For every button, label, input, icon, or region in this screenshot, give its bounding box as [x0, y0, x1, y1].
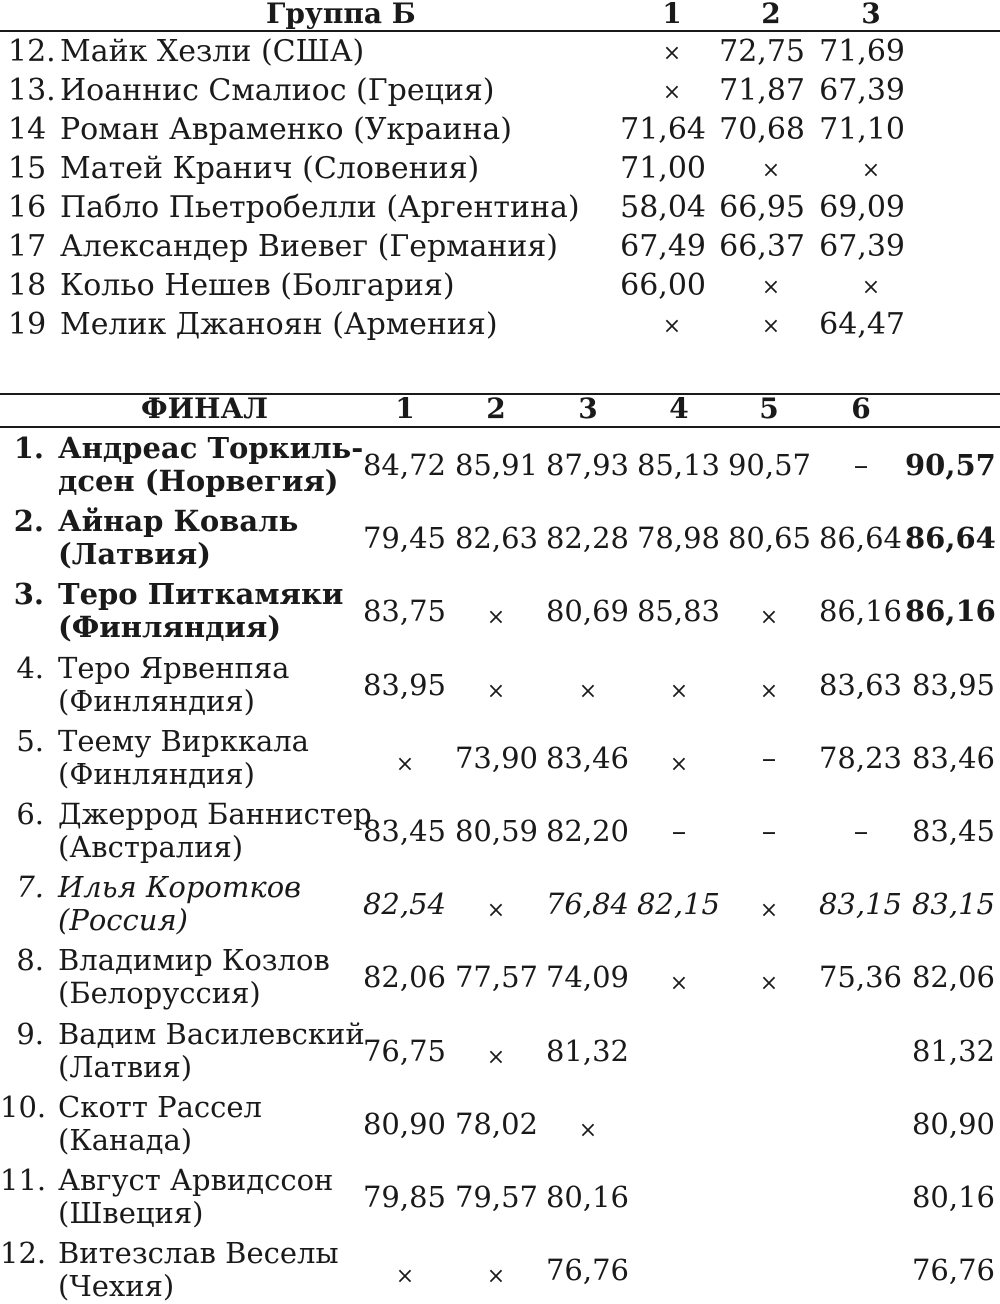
group-b-foul-mark: × — [861, 275, 881, 300]
final-foul-mark: × — [759, 898, 779, 924]
final-row-number: 11. — [0, 1163, 47, 1197]
final-foul-mark: × — [486, 898, 506, 924]
final-athlete-country: (Чехия) — [58, 1269, 175, 1304]
final-row-number: 2. — [13, 504, 44, 539]
final-best-result: 83,15 — [911, 887, 995, 922]
group-b-attempt-value: 67,39 — [819, 73, 905, 108]
group-b-foul-mark: × — [662, 41, 682, 66]
final-attempt-value: 80,69 — [545, 594, 629, 629]
group-b-attempt-value: 71,10 — [819, 112, 905, 147]
group-b-title: Группа Б — [266, 0, 416, 30]
group-b-attempt-value: 66,95 — [719, 190, 805, 225]
final-col-header: 2 — [486, 392, 506, 425]
final-attempt-value: 82,63 — [454, 521, 538, 556]
final-foul-mark: × — [395, 1264, 415, 1290]
final-attempt-value: 83,15 — [818, 887, 902, 922]
group-b-athlete: Александер Виевег (Германия) — [60, 229, 558, 264]
group-b-attempt-value: 67,39 — [819, 229, 905, 264]
final-col-header: 1 — [395, 392, 415, 425]
final-attempt-value: 75,36 — [818, 960, 902, 995]
final-attempt-value: 86,16 — [818, 594, 902, 629]
final-foul-mark: × — [486, 1264, 506, 1290]
group-b-attempt-value: 71,00 — [620, 151, 706, 186]
final-best-result: 80,90 — [911, 1106, 995, 1141]
final-foul-mark: × — [395, 751, 415, 777]
final-attempt-value: 80,59 — [454, 814, 538, 848]
group-b-row-number: 14 — [8, 112, 47, 147]
final-attempt-value: 73,90 — [454, 740, 538, 775]
group-b-attempt-value: 71,64 — [620, 112, 706, 147]
final-best-result: 86,64 — [905, 521, 996, 556]
final-attempt-value: 87,93 — [545, 448, 629, 482]
final-athlete-name: Илья Коротков — [58, 870, 302, 905]
group-b-athlete: Роман Авраменко (Украина) — [60, 112, 512, 147]
final-row-number: 8. — [16, 943, 44, 978]
final-foul-mark: × — [669, 971, 689, 997]
final-row-number: 6. — [16, 797, 44, 831]
final-attempt-value: 79,57 — [454, 1180, 538, 1214]
group-b-athlete: Кольо Нешев (Болгария) — [60, 268, 455, 303]
final-best-result: 83,45 — [911, 814, 995, 848]
final-attempt-value: 82,15 — [636, 887, 720, 922]
final-row-number: 3. — [13, 577, 44, 612]
final-athlete-country: (Финляндия) — [58, 610, 282, 645]
group-b-attempt-value: 72,75 — [719, 34, 805, 69]
final-attempt-value: 85,13 — [636, 448, 720, 482]
group-b-athlete: Майк Хезли (США) — [60, 34, 365, 69]
group-b-attempt-value: 70,68 — [719, 112, 805, 147]
group-b-attempt-value: 66,37 — [719, 229, 805, 264]
final-attempt-value: 83,95 — [362, 667, 446, 702]
final-attempt-value: 81,32 — [545, 1033, 629, 1068]
final-attempt-value: 83,45 — [362, 814, 446, 848]
final-athlete-country: (Россия) — [58, 903, 188, 938]
top-rule — [0, 30, 1000, 32]
group-b-attempt-value: 69,09 — [819, 190, 905, 225]
final-attempt-value: 77,57 — [454, 960, 538, 995]
final-attempt-value: 78,23 — [818, 740, 902, 775]
group-b-athlete: Матей Кранич (Словения) — [60, 151, 480, 186]
final-col-header: 4 — [669, 392, 689, 425]
final-athlete-country: (Швеция) — [58, 1196, 204, 1230]
final-athlete-name: Теему Вирккала — [58, 723, 309, 758]
final-athlete-country: (Белоруссия) — [58, 976, 261, 1011]
final-best-result: 83,46 — [911, 740, 995, 775]
group-b-attempt-value: 64,47 — [819, 307, 905, 342]
group-b-attempt-value: 71,87 — [719, 73, 805, 108]
final-col-header: 3 — [578, 392, 598, 425]
group-b-row-number: 13. — [8, 73, 56, 108]
group-b-athlete: Иоаннис Смалиос (Греция) — [60, 73, 495, 108]
final-athlete-name: Теро Ярвенпяа — [58, 650, 290, 685]
final-athlete-name: Теро Питкамяки — [58, 577, 344, 612]
final-row-number: 1. — [13, 431, 44, 465]
final-attempt-value: 83,63 — [818, 667, 902, 702]
final-foul-mark: × — [669, 751, 689, 777]
final-row-number: 5. — [16, 723, 44, 758]
final-attempt-value: 76,75 — [362, 1033, 446, 1068]
final-athlete-country: (Финляндия) — [58, 683, 255, 718]
final-best-result: 80,16 — [911, 1180, 995, 1214]
final-attempt-value: 83,46 — [545, 740, 629, 775]
final-foul-mark: × — [578, 678, 598, 704]
final-attempt-value: 80,90 — [362, 1106, 446, 1141]
final-attempt-value: 86,64 — [818, 521, 902, 556]
final-athlete-country: (Латвия) — [58, 1049, 193, 1084]
final-attempt-value: 82,28 — [545, 521, 629, 556]
group-b-athlete: Мелик Джаноян (Армения) — [60, 307, 498, 342]
group-b-foul-mark: × — [662, 314, 682, 339]
group-b-foul-mark: × — [761, 275, 781, 300]
final-row-number: 9. — [16, 1016, 44, 1051]
final-attempt-value: 85,83 — [636, 594, 720, 629]
group-b-foul-mark: × — [761, 158, 781, 183]
final-athlete-name: Джеррод Баннистер — [58, 797, 372, 831]
final-best-result: 83,95 — [911, 667, 995, 702]
final-foul-mark: × — [669, 678, 689, 704]
final-attempt-value: 79,85 — [362, 1180, 446, 1214]
final-foul-mark: × — [759, 605, 779, 631]
final-pass-mark: – — [853, 814, 869, 848]
final-attempt-value: 82,54 — [362, 887, 446, 922]
final-attempt-value: 76,76 — [545, 1253, 629, 1288]
final-athlete-country: дсен (Норвегия) — [58, 464, 339, 498]
final-attempt-value: 82,06 — [362, 960, 446, 995]
final-pass-mark: – — [761, 740, 777, 775]
final-pass-mark: – — [853, 448, 869, 482]
group-b-attempt-value: 67,49 — [620, 229, 706, 264]
final-col-header: 6 — [851, 392, 871, 425]
final-row-number: 10. — [0, 1089, 47, 1124]
final-foul-mark: × — [486, 678, 506, 704]
group-b-row-number: 15 — [8, 151, 47, 186]
group-b-foul-mark: × — [662, 80, 682, 105]
final-foul-mark: × — [759, 971, 779, 997]
final-foul-mark: × — [486, 1044, 506, 1070]
final-athlete-name: Скотт Рассел — [58, 1089, 262, 1124]
final-row-number: 12. — [0, 1236, 47, 1271]
final-best-result: 81,32 — [911, 1033, 995, 1068]
final-col-header: 5 — [759, 392, 779, 425]
group-b-col-header: 1 — [662, 0, 682, 30]
group-b-row-number: 16 — [8, 190, 47, 225]
final-athlete-name: Айнар Коваль — [58, 504, 299, 539]
final-athlete-name: Вадим Василевский — [58, 1016, 365, 1051]
final-athlete-country: (Финляндия) — [58, 756, 255, 791]
final-attempt-value: 74,09 — [545, 960, 629, 995]
group-b-attempt-value: 58,04 — [620, 190, 706, 225]
group-b-col-header: 3 — [861, 0, 881, 30]
final-foul-mark: × — [578, 1117, 598, 1143]
group-b-row-number: 17 — [8, 229, 47, 264]
final-attempt-value: 82,20 — [545, 814, 629, 848]
final-best-result: 90,57 — [905, 448, 996, 482]
final-best-result: 76,76 — [911, 1253, 995, 1288]
final-best-result: 82,06 — [911, 960, 995, 995]
group-b-row-number: 12. — [8, 34, 56, 69]
final-athlete-name: Владимир Козлов — [58, 943, 330, 978]
final-attempt-value: 80,16 — [545, 1180, 629, 1214]
group-b-col-header: 2 — [761, 0, 781, 30]
final-title: ФИНАЛ — [141, 392, 269, 425]
group-b-attempt-value: 66,00 — [620, 268, 706, 303]
group-b-attempt-value: 71,69 — [819, 34, 905, 69]
final-attempt-value: 85,91 — [454, 448, 538, 482]
final-pass-mark: – — [671, 814, 687, 848]
final-athlete-name: Август Арвидссон — [58, 1163, 334, 1197]
final-header-rule — [0, 426, 1000, 428]
final-attempt-value: 78,98 — [636, 521, 720, 556]
final-foul-mark: × — [759, 678, 779, 704]
final-row-number: 7. — [16, 870, 44, 905]
final-athlete-country: (Австралия) — [58, 830, 244, 864]
group-b-foul-mark: × — [761, 314, 781, 339]
final-attempt-value: 80,65 — [727, 521, 811, 556]
final-athlete-country: (Канада) — [58, 1122, 193, 1157]
final-attempt-value: 83,75 — [362, 594, 446, 629]
final-pass-mark: – — [761, 814, 777, 848]
final-attempt-value: 79,45 — [362, 521, 446, 556]
final-attempt-value: 84,72 — [362, 448, 446, 482]
group-b-row-number: 18 — [8, 268, 47, 303]
final-attempt-value: 90,57 — [727, 448, 811, 482]
final-row-number: 4. — [16, 650, 44, 685]
final-foul-mark: × — [486, 605, 506, 631]
final-best-result: 86,16 — [905, 594, 996, 629]
final-athlete-name: Андреас Торкиль- — [58, 431, 364, 465]
final-athlete-name: Витезслав Веселы — [58, 1236, 339, 1271]
final-attempt-value: 76,84 — [545, 887, 629, 922]
group-b-row-number: 19 — [8, 307, 47, 342]
final-athlete-country: (Латвия) — [58, 537, 211, 572]
final-attempt-value: 78,02 — [454, 1106, 538, 1141]
group-b-athlete: Пабло Пьетробелли (Аргентина) — [60, 190, 580, 225]
group-b-foul-mark: × — [861, 158, 881, 183]
